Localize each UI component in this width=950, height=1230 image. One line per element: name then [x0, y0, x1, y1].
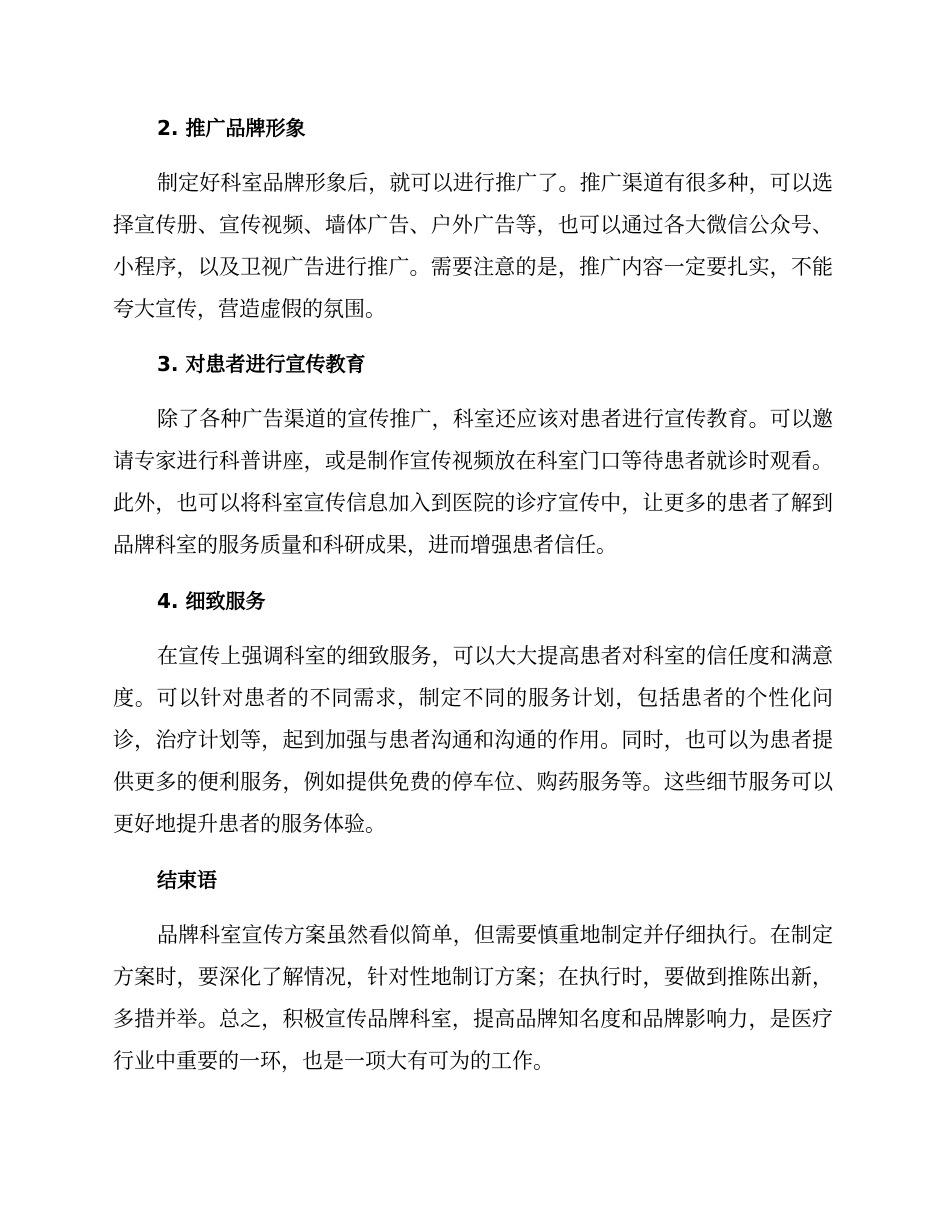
section-heading-conclusion: 结束语 [157, 868, 217, 892]
section-paragraph-conclusion: 品牌科室宣传方案虽然看似简单，但需要慎重地制定并仔细执行。在制定方案时，要深化了解情况，针对性地制订方案；在执行时，要做到推陈出新，多措并举。总之，积极宣传品牌科室，提高品牌知名度和品牌影响力，是医疗行业中重要的一环，也是一项大有可为的工作。 [113, 923, 833, 1073]
section-heading-detailed-service: 4. 细致服务 [157, 589, 266, 613]
section-paragraph-patient-education: 除了各种广告渠道的宣传推广，科室还应该对患者进行宣传教育。可以邀请专家进行科普讲座，或是制作宣传视频放在科室门口等待患者就诊时观看。此外，也可以将科室宣传信息加入到医院的诊疗宣传中，让更多的患者了解到品牌科室的服务质量和科研成果，进而增强患者信任。 [113, 407, 833, 557]
section-heading-patient-education: 3. 对患者进行宣传教育 [157, 352, 366, 376]
section-heading-promote-brand: 2. 推广品牌形象 [157, 116, 306, 140]
section-paragraph-promote-brand: 制定好科室品牌形象后，就可以进行推广了。推广渠道有很多种，可以选择宣传册、宣传视频、墙体广告、户外广告等，也可以通过各大微信公众号、小程序，以及卫视广告进行推广。需要注意的是，推广内容一定要扎实，不能夸大宣传，营造虚假的氛围。 [113, 171, 833, 321]
section-paragraph-detailed-service: 在宣传上强调科室的细致服务，可以大大提高患者对科室的信任度和满意度。可以针对患者的不同需求，制定不同的服务计划，包括患者的个性化问诊，治疗计划等，起到加强与患者沟通和沟通的作用。同时，也可以为患者提供更多的便利服务，例如提供免费的停车位、购药服务等。这些细节服务可以更好地提升患者的服务体验。 [113, 644, 833, 836]
